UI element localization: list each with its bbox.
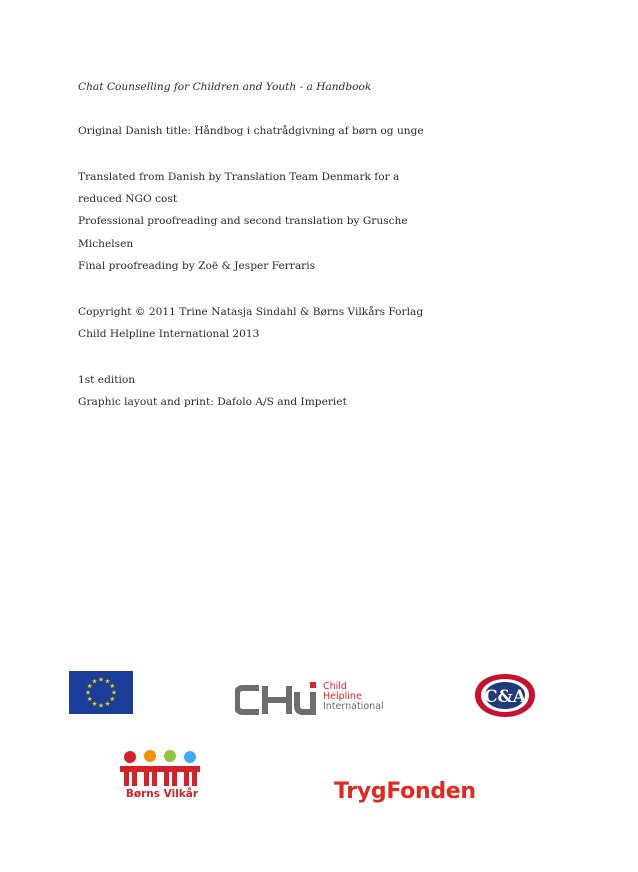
trygfonden-text: TrygFonden xyxy=(334,779,476,804)
chi-text-child: Child xyxy=(323,681,347,692)
book-title: Chat Counselling for Children and Youth - a Handbook xyxy=(78,81,372,93)
borns-vilkar-figures-icon xyxy=(118,748,202,788)
layout-print-credit: Graphic layout and print: Dafolo A/S and Imperiet xyxy=(78,396,347,408)
copyright-holder-line: Child Helpline International 2013 xyxy=(78,328,260,340)
edition-line: 1st edition xyxy=(78,374,136,386)
proofreading-credit-line-1: Professional proofreading and second translation by Grusche xyxy=(78,215,408,227)
child-helpline-international-logo xyxy=(235,680,387,720)
eu-flag-logo xyxy=(69,671,133,714)
trygfonden-logo xyxy=(334,777,486,807)
copyright-line: Copyright © 2011 Trine Natasja Sindahl & Børns Vilkårs Forlag xyxy=(78,306,424,318)
chi-text-helpline: Helpline xyxy=(323,691,362,702)
proofreading-credit-line-2: Michelsen xyxy=(78,238,134,250)
borns-vilkar-text: Børns Vilkår xyxy=(125,788,199,800)
eu-flag-icon xyxy=(69,671,133,714)
borns-vilkar-logo xyxy=(118,748,202,802)
chi-text-international: International xyxy=(323,701,384,712)
original-title: Original Danish title: Håndbog i chatrådgivning af børn og unge xyxy=(78,125,424,137)
translation-credit-line-2: reduced NGO cost xyxy=(78,193,178,205)
ca-badge-icon xyxy=(472,671,538,720)
ca-logo-text: C&A xyxy=(483,687,527,707)
ca-logo xyxy=(472,671,538,720)
translation-credit-line-1: Translated from Danish by Translation Team Denmark for a xyxy=(78,171,400,183)
final-proofreading-credit: Final proofreading by Zoë & Jesper Ferraris xyxy=(78,260,316,272)
